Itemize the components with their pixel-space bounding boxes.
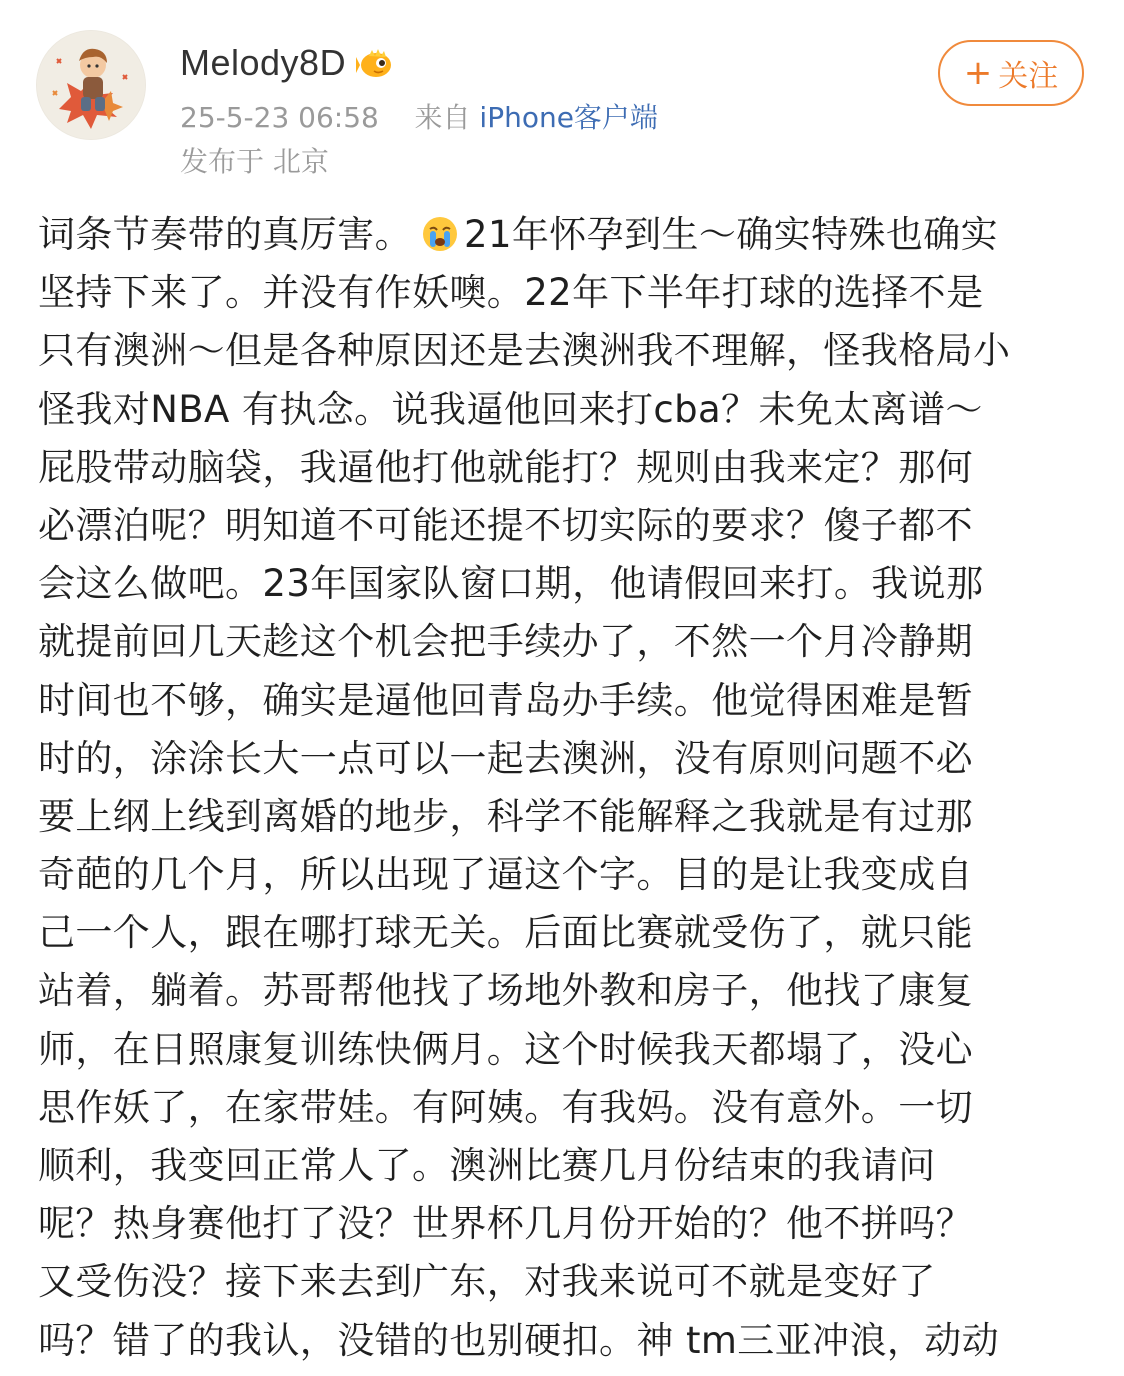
follow-button-label: 关注 xyxy=(998,59,1059,94)
post-location: 发布于 北京 xyxy=(180,145,329,178)
post-line: 只有澳洲～但是各种原因还是去澳洲我不理解，怪我格局小 xyxy=(38,329,1011,373)
username[interactable]: Melody8D xyxy=(180,42,347,83)
post-line: 时间也不够，确实是逼他回青岛办手续。他觉得困难是暂 xyxy=(38,678,973,722)
post-text-segment: 21年怀孕到生～确实特殊也确实 xyxy=(464,213,999,256)
post-line: 师，在日照康复训练快俩月。这个时候我天都塌了，没心 xyxy=(38,1027,973,1071)
post-line: 会这么做吧。23年国家队窗口期，他请假回来打。我说那 xyxy=(38,562,984,606)
post-line: 又受伤没？接下来去到广东，对我来说可不就是变好了 xyxy=(38,1260,936,1304)
post-line: 吗？错了的我认，没错的也别硬扣。神 tm三亚冲浪，动动 xyxy=(38,1318,1000,1362)
post-line: 必漂泊呢？明知道不可能还提不切实际的要求？傻子都不 xyxy=(38,503,973,547)
post-line: 屁股带动脑袋，我逼他打他就能打？规则由我来定？那何 xyxy=(38,445,973,489)
post-body xyxy=(38,206,1098,1370)
post-line: 怪我对NBA 有执念。说我逼他回来打cba？未免太离谱～ xyxy=(38,387,983,431)
username-row xyxy=(180,36,394,90)
vip-fish-badge-icon[interactable] xyxy=(356,44,394,82)
post-line: 奇葩的几个月，所以出现了逼这个字。目的是让我变成自 xyxy=(38,853,973,897)
crying-face-emoji-icon xyxy=(420,212,460,252)
cartoon-avatar-icon xyxy=(37,31,145,139)
post-line: 坚持下来了。并没有作妖噢。22年下半年打球的选择不是 xyxy=(38,271,984,315)
post-line: 呢？热身赛他打了没？世界杯几月份开始的？他不拼吗？ xyxy=(38,1202,973,1246)
plus-icon: + xyxy=(963,53,993,93)
post-line: 思作妖了，在家带娃。有阿姨。有我妈。没有意外。一切 xyxy=(38,1085,973,1129)
source-link[interactable]: iPhone客户端 xyxy=(479,101,658,134)
post-line: 顺利，我变回正常人了。澳洲比赛几月份结束的我请问 xyxy=(38,1144,936,1187)
post-line: 时的，涂涂长大一点可以一起去澳洲，没有原则问题不必 xyxy=(38,736,973,780)
post-line: 就提前回几天趁这个机会把手续办了，不然一个月冷静期 xyxy=(38,620,973,664)
post-meta xyxy=(180,98,658,138)
post-header xyxy=(0,0,1124,190)
post-line: 要上纲上线到离婚的地步，科学不能解释之我就是有过那 xyxy=(38,794,973,838)
user-avatar[interactable] xyxy=(36,30,146,140)
post-line: 己一个人，跟在哪打球无关。后面比赛就受伤了，就只能 xyxy=(38,911,973,955)
post-text-segment: 词条节奏带的真厉害。 xyxy=(38,213,412,256)
post-line: 站着，躺着。苏哥帮他找了场地外教和房子，他找了康复 xyxy=(38,969,973,1013)
source-prefix: 来自 xyxy=(414,101,471,134)
follow-button[interactable] xyxy=(938,40,1084,106)
post-timestamp: 25-5-23 06:58 xyxy=(180,101,379,134)
post-line xyxy=(38,206,1098,264)
